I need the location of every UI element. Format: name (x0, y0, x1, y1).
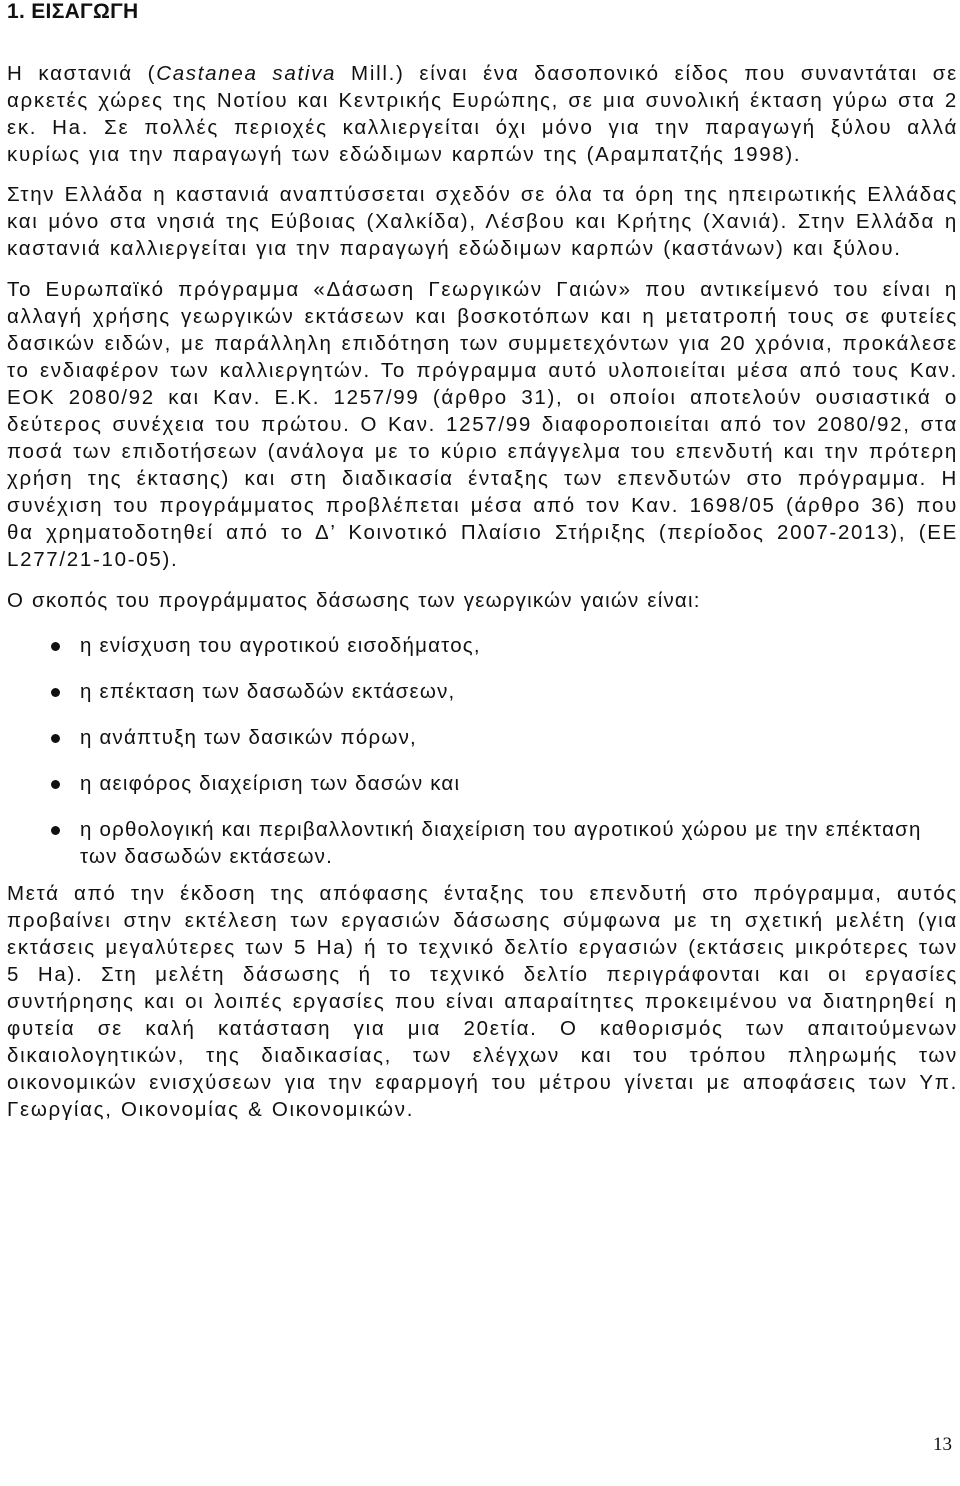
page-number: 13 (933, 1434, 952, 1455)
paragraph-implementation: Μετά από την έκδοση της απόφασης ένταξης του επενδυτή στο πρόγραμμα, αυτός προβαίνει στην εκτέλεση των εργασιών δάσωσης σύμφωνα με τη σχετική μελέτη (για εκτάσεις μεγαλύτερες των 5 Ha) ή το τεχνικό δελτίο εργασιών (εκτάσεις μικρότερες των 5 Ha). Στη μελέτη δάσωσης ή το τεχνικό δελτίο περιγράφονται και οι εργασίες συντήρησης και οι λοιπές εργασίες που είναι απαραίτητες προκειμένου να διατηρηθεί η φυτεία σε καλή κατάσταση για μια 20ετία. Ο καθορισμός των απαιτούμενων δικαιολογητικών, της διαδικασίας, των ελέγχων και του τρόπου πληρωμής των οικονομικών ενισχύσεων για την εφαρμογή του μέτρου γίνεται με αποφάσεις των Υπ. Γεωργίας, Οικονομίας & Οικονομικών. (7, 882, 958, 1121)
list-item-text: η ορθολογική και περιβαλλοντική διαχείριση του αγροτικού χώρου με την επέκταση των δασωδών εκτάσεων. (80, 818, 922, 868)
bullet-icon (51, 826, 60, 835)
paragraph-eu-program: Το Ευρωπαϊκό πρόγραμμα «Δάσωση Γεωργικών Γαιών» που αντικείμενό του είναι η αλλαγή χρήσης γεωργικών εκτάσεων και βοσκοτόπων και η μετατροπή τους σε φυτείες δασικών ειδών, με παράλληλη επιδότηση των συμμετεχόντων για 20 χρόνια, προκάλεσε το ενδιαφέρον των καλλιεργητών. Το πρόγραμμα αυτό υλοποιείται μέσα από τους Καν. ΕΟΚ 2080/92 και Καν. Ε.Κ. 1257/99 (άρθρο 31), οι οποίοι αποτελούν ουσιαστικά ο δεύτερος συνέχεια του πρώτου. Ο Καν. 1257/99 διαφοροποιείται από τον 2080/92, στα ποσά των επιδοτήσεων (ανάλογα με το κύριο επάγγελμα του επενδυτή και την πρότερη χρήση της έκτασης) και στη διαδικασία ένταξης των επενδυτών στο πρόγραμμα. Η συνέχιση του προγράμματος προβλέπεται μέσα από τον Καν. 1698/05 (άρθρο 36) που θα χρηματοδοτηθεί από το Δ’ Κοινοτικό Πλαίσιο Στήριξης (περίοδος 2007-2013), (ΕΕ L277/21-10-05). (7, 278, 958, 571)
paragraph-text: Mill.) είναι ένα δασοπονικό είδος που συναντάται σε αρκετές χώρες της Νοτίου και Κεντρικής Ευρώπης, σε μια συνολική έκταση γύρω στα 2 εκ. Ha. Σε πολλές περιοχές καλλιεργείται όχι μόνο για την παραγωγή ξύλου αλλά κυρίως για την παραγωγή των εδώδιμων καρπών της (Αραμπατζής 1998). (7, 62, 958, 166)
list-item (7, 632, 958, 659)
list-item (7, 724, 958, 751)
bullet-icon (51, 642, 60, 651)
list-item-text: η ενίσχυση του αγροτικού εισοδήματος, (80, 634, 481, 657)
bullet-icon (51, 780, 60, 789)
paragraph-chestnut-intro (7, 60, 958, 168)
document-page (7, 0, 958, 1137)
list-item-text: η ανάπτυξη των δασικών πόρων, (80, 726, 417, 749)
paragraph-text: Η καστανιά ( (7, 62, 157, 85)
section-heading: 1. ΕΙΣΑΓΩΓΗ (7, 0, 139, 23)
list-item-text: η αειφόρος διαχείριση των δασών και (80, 772, 461, 795)
species-name-italic: Castanea sativa (156, 62, 337, 85)
bullet-icon (51, 734, 60, 743)
program-goals-list (7, 632, 958, 870)
paragraph-program-goals-intro: Ο σκοπός του προγράμματος δάσωσης των γεωργικών γαιών είναι: (7, 589, 701, 612)
list-item (7, 816, 958, 870)
bullet-icon (51, 688, 60, 697)
list-item (7, 678, 958, 705)
list-item (7, 770, 958, 797)
paragraph-chestnut-greece: Στην Ελλάδα η καστανιά αναπτύσσεται σχεδόν σε όλα τα όρη της ηπειρωτικής Ελλάδας και μόνο στα νησιά της Εύβοιας (Χαλκίδα), Λέσβου και Κρήτης (Χανιά). Στην Ελλάδα η καστανιά καλλιεργείται για την παραγωγή εδώδιμων καρπών (καστάνων) και ξύλου. (7, 183, 958, 260)
list-item-text: η επέκταση των δασωδών εκτάσεων, (80, 680, 456, 703)
